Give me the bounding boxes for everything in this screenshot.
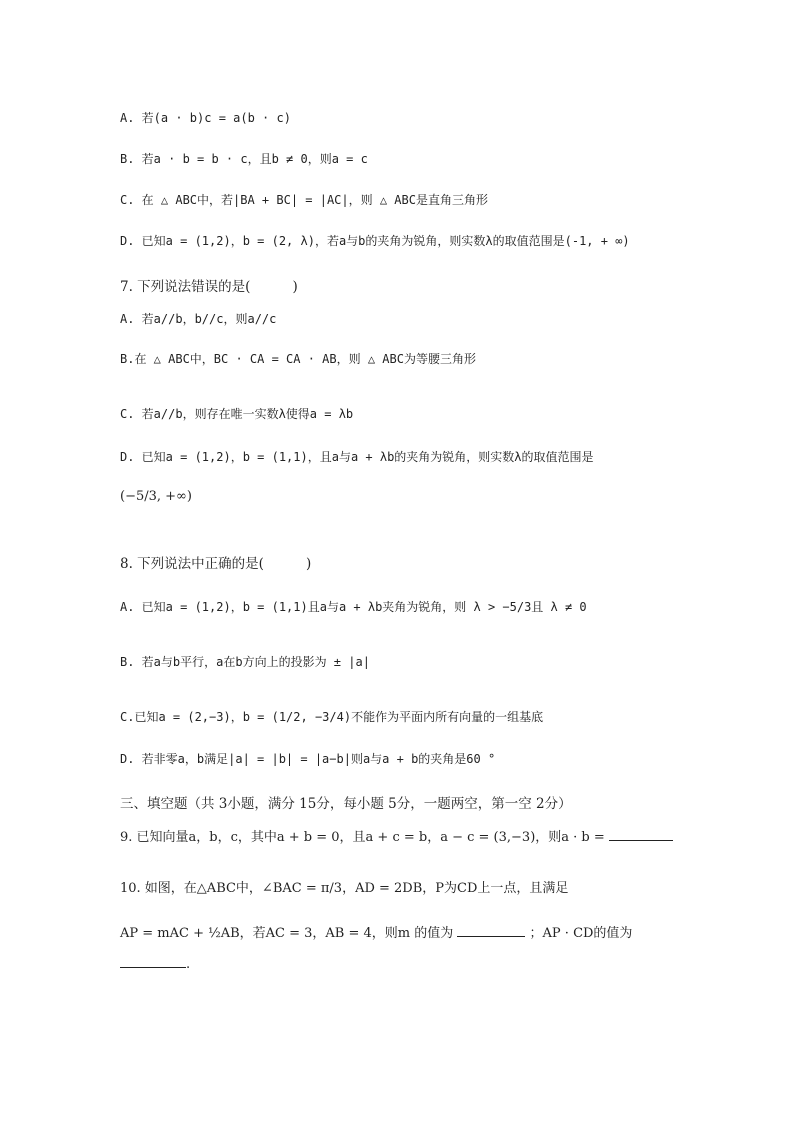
q6-option-a: A. 若(a · b)c = a(b · c) (120, 111, 291, 125)
q7-stem-text: 7. 下列说法错误的是( (120, 279, 251, 295)
q7-option-d: D. 已知a = (1,2)，b = (1,1)，且a与a + λb的夹角为锐角，则实数λ的取值范围是 (120, 450, 594, 464)
q10-line-3-end: . (186, 957, 191, 972)
q7-stem (120, 278, 298, 296)
q10-answer-blank-2 (120, 953, 186, 968)
q9-text: 9. 已知向量a，b，c，其中a + b = 0，且a + c = b，a − c = (3,−3)，则a · b = (120, 830, 605, 845)
q7-option-c: C. 若a//b，则存在唯一实数λ使得a = λb (120, 407, 354, 421)
q10-line-2-text-b: ；AP · CD的值为 (529, 926, 633, 941)
q8-stem-text: 8. 下列说法中正确的是( (120, 556, 264, 572)
q8-option-b: B. 若a与b平行，a在b方向上的投影为 ± |a| (120, 655, 370, 669)
q9 (120, 826, 673, 847)
q8-option-c: C.已知a = (2,−3)，b = (1/2, −3/4)不能作为平面内所有向量的一组基底 (120, 710, 544, 724)
q8-stem-end: ) (305, 556, 312, 572)
q10-line-3 (120, 953, 190, 974)
q10-line-2-text-a: AP = mAC + ½AB，若AC = 3，AB = 4，则m 的值为 (120, 926, 454, 941)
q6-option-d: D. 已知a = (1,2)，b = (2, λ)，若a与b的夹角为锐角，则实数λ的取值范围是(-1, + ∞) (120, 234, 630, 248)
section-3-heading: 三、填空题（共 3小题，满分 15分，每小题 5分，一题两空，第一空 2分） (120, 796, 572, 812)
q8-stem (120, 555, 311, 573)
q10-line-1: 10. 如图，在△ABC中，∠BAC = π/3，AD = 2DB，P为CD上一点，且满足 (120, 881, 569, 896)
q9-answer-blank (609, 826, 673, 841)
q6-option-c: C. 在 △ ABC中，若|BA + BC| = |AC|，则 △ ABC是直角三角形 (120, 193, 488, 207)
q7-option-d-range: (−5/3, +∞) (120, 489, 192, 504)
q7-stem-end: ) (292, 279, 298, 295)
q7-option-b: B.在 △ ABC中，BC · CA = CA · AB，则 △ ABC为等腰三角形 (120, 352, 476, 366)
q6-option-b: B. 若a · b = b · c，且b ≠ 0，则a = c (120, 152, 368, 166)
q10-line-2 (120, 922, 632, 943)
q8-option-a: A. 已知a = (1,2)，b = (1,1)且a与a + λb夹角为锐角，则 λ > −5/3且 λ ≠ 0 (120, 600, 587, 614)
q8-option-d: D. 若非零a，b满足|a| = |b| = |a−b|则a与a + b的夹角是60 ° (120, 752, 496, 766)
q10-answer-blank-1 (457, 922, 525, 937)
q7-option-a: A. 若a//b，b//c，则a//c (120, 312, 277, 326)
